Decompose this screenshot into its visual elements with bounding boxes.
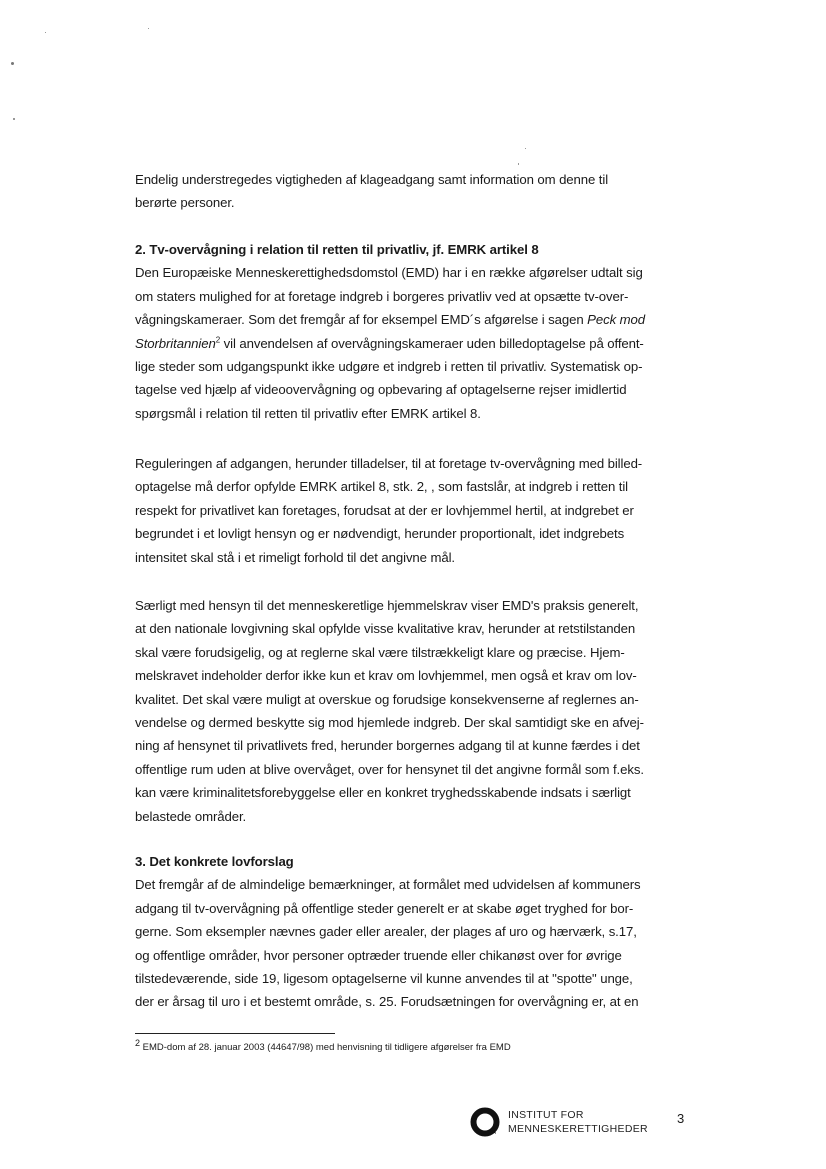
scan-speck (45, 32, 46, 33)
text-line: adgang til tv-overvågning på offentlige steder generelt er at skabe øget tryghed for bor- (135, 900, 634, 916)
text-line: der er årsag til uro i et bestemt område, s. 25. Forudsætningen for overvågning er, at en (135, 994, 639, 1010)
case-name-italic: Storbritannien (135, 335, 216, 351)
text-line: tagelse ved hjælp af videoovervågning og opbevaring af optagelserne rejser imidlertid (135, 382, 627, 398)
text-line: Reguleringen af adgangen, herunder tilladelser, til at foretage tv-overvågning med billed- (135, 456, 643, 471)
section-2-heading: 2. Tv-overvågning i relation til retten til privatliv, jf. EMRK artikel 8 (135, 242, 539, 257)
text-line: Endelig understregedes vigtigheden af klageadgang samt information om denne til (135, 172, 609, 187)
scan-speck (11, 62, 14, 65)
text-line: respekt for privatlivet kan foretages, forudsat at der er lovhjemmel hertil, at indgrebet er (135, 502, 634, 518)
intro-paragraph (135, 168, 687, 215)
text-line: at den nationale lovgivning skal opfylde visse kvalitative krav, herunder at retstilstanden (135, 621, 636, 637)
text-line: lige steder som udgangspunkt ikke udgøre et indgreb i retten til privatliv. Systematisk op- (135, 359, 643, 375)
scan-speck (13, 118, 15, 120)
text-line (135, 308, 687, 331)
text-line: om staters mulighed for at foretage indgreb i borgeres privatliv ved at opsætte tv-over- (135, 288, 629, 304)
text-line: berørte personer. (135, 195, 235, 211)
institute-logo (470, 1107, 648, 1137)
logo-line-1: INSTITUT FOR (508, 1109, 584, 1121)
footnote-reference: 2 (215, 335, 221, 345)
section-2 (135, 238, 687, 425)
text-line: melskravet indeholder derfor ikke kun et krav om lovhjemmel, men også et krav om lov- (135, 668, 637, 684)
section-2-paragraph-2 (135, 452, 687, 569)
footnote (135, 1037, 511, 1053)
text-line: kvalitet. Det skal være muligt at overskue og forudsige konsekvenserne af reglernes an- (135, 691, 639, 707)
section-3-heading: 3. Det konkrete lovforslag (135, 854, 294, 869)
text-line: vendelse og dermed beskytte sig mod hjemlede indgreb. Der skal samtidigt ske en afvej- (135, 715, 644, 731)
text-line: kan være kriminalitetsforebyggelse eller en konkret tryghedsskabende indsats i særligt (135, 785, 631, 801)
logo-text (508, 1108, 648, 1136)
text-line: og offentlige områder, hvor personer optræder truende eller chikanøst over for øvrige (135, 947, 622, 963)
text-line: gerne. Som eksempler nævnes gader eller arealer, der plages af uro og hærværk, s.17, (135, 924, 637, 940)
text-line: intensitet skal stå i et rimeligt forhold til det angivne mål. (135, 549, 455, 565)
text-line: Den Europæiske Menneskerettighedsdomstol (EMD) har i en række afgørelser udtalt sig (135, 265, 643, 281)
scan-speck (525, 148, 526, 149)
section-3 (135, 850, 687, 1014)
case-name-italic: Peck mod (587, 312, 646, 328)
text-line: ning af hensynet til privatlivets fred, herunder borgernes adgang til at kunne færdes i det (135, 738, 640, 754)
footnote-text: EMD-dom af 28. januar 2003 (44647/98) med henvisning til tidligere afgørelser fra EMD (140, 1042, 511, 1053)
text-fragment: vil anvendelsen af overvågningskameraer uden billedoptagelse på offent- (220, 335, 644, 351)
text-line: skal være forudsigelig, og at reglerne skal være tilstrækkeligt klare og præcise. Hjem- (135, 644, 625, 660)
logo-line-2: MENNESKERETTIGHEDER (508, 1123, 648, 1135)
page-number: 3 (677, 1111, 685, 1126)
scan-speck (148, 28, 149, 29)
institute-ring-logo-icon (470, 1107, 500, 1137)
text-line: offentlige rum uden at blive overvåget, over for hensynet til det angivne formål som f.eks. (135, 761, 644, 777)
text-line: tilstedeværende, side 19, ligesom optagelserne vil kunne anvendes til at "spotte" unge, (135, 971, 633, 987)
section-2-paragraph-3 (135, 594, 687, 828)
text-line: begrundet i et lovligt hensyn og er nødvendigt, herunder proportionalt, idet indgrebets (135, 526, 625, 542)
footnote-number: 2 (135, 1037, 141, 1048)
text-line: spørgsmål i relation til retten til privatliv efter EMRK artikel 8. (135, 405, 481, 421)
text-line: optagelse må derfor opfylde EMRK artikel 8, stk. 2, , som fastslår, at indgreb i retten til (135, 479, 628, 495)
text-line: belastede områder. (135, 808, 247, 824)
text-line (135, 332, 687, 355)
scan-speck (518, 163, 519, 165)
text-line: Det fremgår af de almindelige bemærkninger, at formålet med udvidelsen af kommuners (135, 877, 641, 893)
text-fragment: vågningskameraer. Som det fremgår af for eksempel EMD´s afgørelse i sagen (135, 312, 588, 328)
footnote-divider (135, 1033, 335, 1034)
text-line: Særligt med hensyn til det menneskeretlige hjemmelskrav viser EMD's praksis generelt, (135, 598, 639, 613)
